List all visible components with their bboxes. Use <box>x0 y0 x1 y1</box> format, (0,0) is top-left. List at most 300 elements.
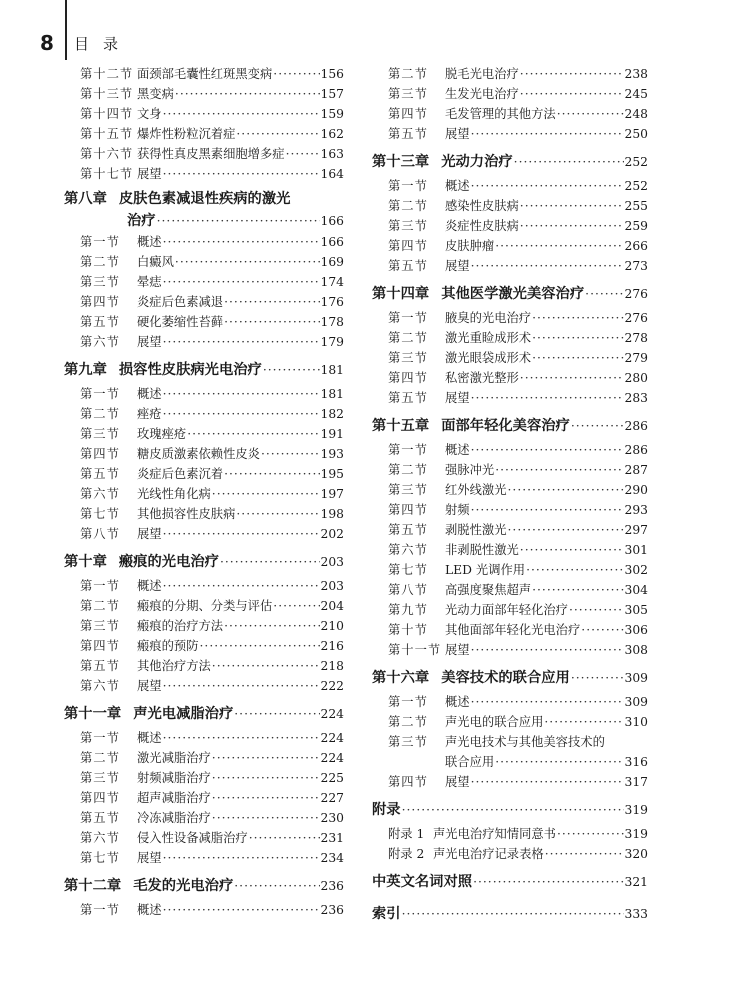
page-number: 252 <box>624 179 648 193</box>
chapter-number: 第九章 <box>64 362 107 378</box>
appendix-entry-title: 附录 <box>372 802 401 818</box>
page-number: 290 <box>624 483 648 497</box>
leader-dots <box>544 712 623 732</box>
leader-dots <box>532 580 623 600</box>
chapter-title: 损容性皮肤病光电治疗 <box>118 362 262 378</box>
section-title: 糖皮质激素依赖性皮炎 <box>137 447 260 461</box>
section-number: 第三节 <box>388 351 428 365</box>
leader-dots <box>163 164 320 184</box>
section-title: 展望 <box>445 259 470 273</box>
page-number: 278 <box>624 331 648 345</box>
toc-section-entry[interactable] <box>372 176 648 196</box>
section-number: 第四节 <box>388 775 428 789</box>
section-title: 黑变病 <box>137 87 174 101</box>
page-number: 222 <box>320 679 344 693</box>
toc-chapter-entry[interactable] <box>64 356 344 384</box>
section-number: 第七节 <box>80 507 120 521</box>
toc-section-entry[interactable] <box>64 636 344 656</box>
page-number: 245 <box>624 87 648 101</box>
toc-section-entry[interactable] <box>64 616 344 636</box>
leader-dots <box>163 404 320 424</box>
leader-dots <box>157 210 320 232</box>
page-number: 225 <box>320 771 344 785</box>
toc-section-entry[interactable] <box>372 560 648 580</box>
section-title: 展望 <box>137 527 162 541</box>
leader-dots <box>557 104 624 124</box>
toc-section-entry[interactable] <box>372 328 648 348</box>
section-number: 第五节 <box>80 811 120 825</box>
section-title: 瘢痕的分期、分类与评估 <box>137 599 273 613</box>
section-title: 超声减脂治疗 <box>137 791 211 805</box>
toc-section-entry[interactable] <box>372 348 648 368</box>
section-number: 第七节 <box>80 851 120 865</box>
section-number: 第五节 <box>388 391 428 405</box>
section-number: 第四节 <box>388 107 428 121</box>
toc-section-entry[interactable] <box>372 500 648 520</box>
toc-section-entry[interactable] <box>372 640 648 660</box>
leader-dots <box>163 272 320 292</box>
page-number: 159 <box>320 107 344 121</box>
page-number: 204 <box>320 599 344 613</box>
toc-chapter-entry[interactable] <box>372 664 648 692</box>
leader-dots <box>471 500 624 520</box>
section-title: 白癜风 <box>137 255 174 269</box>
leader-dots <box>495 236 623 256</box>
section-title: 展望 <box>445 643 470 657</box>
section-number: 第三节 <box>80 275 120 289</box>
page-number: 234 <box>320 851 344 865</box>
page-number: 198 <box>320 507 344 521</box>
page-number: 181 <box>320 387 344 401</box>
leader-dots <box>495 752 623 772</box>
appendix-item[interactable] <box>372 824 648 844</box>
section-title: 炎症性皮肤病 <box>445 219 519 233</box>
leader-dots <box>581 620 623 640</box>
page-number: 286 <box>624 443 648 457</box>
page-number: 227 <box>320 791 344 805</box>
section-title: 痤疮 <box>137 407 162 421</box>
toc-section-entry[interactable] <box>64 828 344 848</box>
leader-dots <box>163 232 320 252</box>
page-number: 302 <box>624 563 648 577</box>
toc-section-entry[interactable] <box>372 368 648 388</box>
section-title: 展望 <box>137 851 162 865</box>
section-title: 玫瑰痤疮 <box>137 427 187 441</box>
section-number: 第三节 <box>388 87 428 101</box>
section-number: 第十七节 <box>80 167 134 181</box>
toc-section-entry[interactable] <box>64 104 344 124</box>
page-number: 305 <box>624 603 648 617</box>
leader-dots <box>212 656 320 676</box>
toc-section-entry[interactable] <box>372 692 648 712</box>
leader-dots <box>471 440 624 460</box>
section-number: 第一节 <box>80 903 120 917</box>
page-number: 218 <box>320 659 344 673</box>
chapter-title-line1: 皮肤色素减退性疾病的激光 <box>118 191 291 207</box>
leader-dots <box>236 124 319 144</box>
leader-dots <box>471 692 624 712</box>
section-title: 皮肤肿瘤 <box>445 239 495 253</box>
toc-section-entry[interactable] <box>372 440 648 460</box>
leader-dots <box>569 600 624 620</box>
leader-dots <box>520 368 624 388</box>
toc-chapter-entry-cont[interactable] <box>64 210 344 232</box>
chapter-title: 声光电减脂治疗 <box>133 706 234 722</box>
toc-section-entry[interactable] <box>64 808 344 828</box>
toc-chapter-entry[interactable] <box>372 280 648 308</box>
section-number: 第六节 <box>80 831 120 845</box>
section-number: 第十一节 <box>388 643 442 657</box>
section-title: 炎症后色素减退 <box>137 295 224 309</box>
leader-dots <box>471 256 624 276</box>
toc-section-entry[interactable] <box>64 404 344 424</box>
toc-section-entry[interactable] <box>64 272 344 292</box>
section-title: 展望 <box>137 679 162 693</box>
leader-dots <box>286 144 320 164</box>
section-title: 晕痣 <box>137 275 162 289</box>
section-title: 私密激光整形 <box>445 371 519 385</box>
page-number: 316 <box>624 755 648 769</box>
leader-dots <box>532 308 623 328</box>
toc-section-entry[interactable] <box>372 460 648 480</box>
toc-section-entry[interactable] <box>372 388 648 408</box>
glossary-entry[interactable] <box>372 868 648 896</box>
header-rule <box>65 0 67 60</box>
toc-section-entry[interactable] <box>372 124 648 144</box>
section-title: 文身 <box>137 107 162 121</box>
section-number: 第五节 <box>80 659 120 673</box>
leader-dots <box>571 664 624 692</box>
section-number: 第一节 <box>388 179 428 193</box>
leader-dots <box>212 748 320 768</box>
leader-dots <box>163 676 320 696</box>
page-number: 166 <box>320 214 344 228</box>
page-number: 174 <box>320 275 344 289</box>
page-number: 319 <box>624 827 648 841</box>
toc-section-entry[interactable] <box>64 164 344 184</box>
section-title: 腋臭的光电治疗 <box>445 311 532 325</box>
chapter-number: 第十四章 <box>372 286 430 302</box>
toc-section-entry[interactable] <box>372 196 648 216</box>
leader-dots <box>163 384 320 404</box>
toc-section-entry[interactable] <box>64 576 344 596</box>
toc-section-entry[interactable] <box>372 772 648 792</box>
section-number: 第十四节 <box>80 107 134 121</box>
section-number: 第一节 <box>80 387 120 401</box>
section-number: 第五节 <box>80 315 120 329</box>
appendix-item[interactable] <box>372 844 648 864</box>
toc-section-entry[interactable] <box>372 580 648 600</box>
section-number: 第四节 <box>80 447 120 461</box>
toc-section-entry[interactable] <box>372 712 648 732</box>
page-number: 238 <box>624 67 648 81</box>
toc-section-entry[interactable] <box>64 596 344 616</box>
section-number: 第一节 <box>80 579 120 593</box>
toc-section-entry[interactable] <box>64 748 344 768</box>
page-number: 195 <box>320 467 344 481</box>
toc-section-entry[interactable] <box>64 464 344 484</box>
page-number: 276 <box>624 311 648 325</box>
section-number: 第二节 <box>388 67 428 81</box>
page-number: 319 <box>624 803 648 817</box>
toc-section-entry-cont[interactable] <box>372 752 648 772</box>
section-number: 第三节 <box>80 771 120 785</box>
section-number: 第四节 <box>388 503 428 517</box>
leader-dots <box>263 356 320 384</box>
section-title: 其他损容性皮肤病 <box>137 507 236 521</box>
toc-section-entry[interactable] <box>372 732 648 752</box>
section-title: 概述 <box>137 579 162 593</box>
leader-dots <box>532 328 623 348</box>
section-title: 激光重睑成形术 <box>445 331 532 345</box>
section-number: 第十五节 <box>80 127 134 141</box>
section-number: 第一节 <box>388 695 428 709</box>
page-number: 8 <box>40 31 54 55</box>
leader-dots <box>175 252 320 272</box>
toc-section-entry[interactable] <box>64 444 344 464</box>
section-number: 第三节 <box>80 427 120 441</box>
toc-section-entry[interactable] <box>64 848 344 868</box>
leader-dots <box>212 788 320 808</box>
section-number: 第五节 <box>388 523 428 537</box>
page-number: 255 <box>624 199 648 213</box>
toc-section-entry[interactable] <box>372 620 648 640</box>
leader-dots <box>212 808 320 828</box>
section-number: 第六节 <box>80 679 120 693</box>
section-number: 第七节 <box>388 563 428 577</box>
section-title: 概述 <box>445 179 470 193</box>
toc-section-entry[interactable] <box>64 484 344 504</box>
toc-section-entry[interactable] <box>64 124 344 144</box>
toc-section-entry[interactable] <box>64 144 344 164</box>
section-number: 第九节 <box>388 603 428 617</box>
section-title: 展望 <box>137 167 162 181</box>
section-title: 概述 <box>445 695 470 709</box>
toc-section-entry[interactable] <box>64 252 344 272</box>
page-number: 156 <box>320 67 344 81</box>
leader-dots <box>273 64 319 84</box>
section-title: 感染性皮肤病 <box>445 199 519 213</box>
toc-section-entry[interactable] <box>372 480 648 500</box>
section-title: 炎症后色素沉着 <box>137 467 224 481</box>
section-number: 第四节 <box>388 239 428 253</box>
leader-dots <box>175 84 320 104</box>
section-title: 硬化萎缩性苔藓 <box>137 315 224 329</box>
index-entry[interactable] <box>372 900 648 928</box>
leader-dots <box>212 484 320 504</box>
toc-section-entry[interactable] <box>372 236 648 256</box>
section-number: 第六节 <box>80 335 120 349</box>
section-title: 概述 <box>137 731 162 745</box>
page-number: 231 <box>320 831 344 845</box>
section-number: 第二节 <box>388 331 428 345</box>
toc-section-entry[interactable] <box>64 424 344 444</box>
leader-dots <box>473 868 623 896</box>
leader-dots <box>212 768 320 788</box>
toc-section-entry[interactable] <box>64 332 344 352</box>
toc-section-entry[interactable] <box>64 232 344 252</box>
section-title: 生发光电治疗 <box>445 87 519 101</box>
toc-chapter-entry[interactable] <box>64 188 344 210</box>
toc-section-entry[interactable] <box>372 216 648 236</box>
chapter-number: 第十三章 <box>372 154 430 170</box>
page-number: 309 <box>624 695 648 709</box>
toc-section-entry[interactable] <box>64 728 344 748</box>
section-title: 冷冻减脂治疗 <box>137 811 211 825</box>
leader-dots <box>187 424 319 444</box>
page-number: 178 <box>320 315 344 329</box>
toc-section-entry[interactable] <box>64 84 344 104</box>
toc-section-entry[interactable] <box>372 256 648 276</box>
toc-section-entry[interactable] <box>372 64 648 84</box>
section-title-line1: 声光电技术与其他美容技术的 <box>445 735 605 749</box>
chapter-number: 第十二章 <box>64 878 122 894</box>
section-title: 其他治疗方法 <box>137 659 211 673</box>
page-number: 287 <box>624 463 648 477</box>
leader-dots <box>273 596 319 616</box>
page-number: 191 <box>320 427 344 441</box>
section-title: 声光电治疗知情同意书 <box>433 827 556 841</box>
chapter-title: 光动力治疗 <box>441 154 513 170</box>
page-number: 276 <box>624 287 648 301</box>
section-number: 第十六节 <box>80 147 134 161</box>
toc-section-entry[interactable] <box>64 788 344 808</box>
leader-dots <box>526 560 623 580</box>
section-number: 第十三节 <box>80 87 134 101</box>
leader-dots <box>163 728 320 748</box>
toc-section-entry[interactable] <box>372 540 648 560</box>
section-number: 第三节 <box>80 619 120 633</box>
page-number: 224 <box>320 751 344 765</box>
toc-section-entry[interactable] <box>372 600 648 620</box>
toc-chapter-entry[interactable] <box>64 700 344 728</box>
page-number: 333 <box>624 907 648 921</box>
section-number: 第一节 <box>80 731 120 745</box>
section-title: 红外线激光 <box>445 483 507 497</box>
leader-dots <box>545 844 624 864</box>
leader-dots <box>163 848 320 868</box>
section-title: 光线性角化病 <box>137 487 211 501</box>
section-number: 第四节 <box>80 791 120 805</box>
leader-dots <box>508 480 624 500</box>
toc-section-entry[interactable] <box>64 504 344 524</box>
section-title: 非剥脱性激光 <box>445 543 519 557</box>
section-number: 第二节 <box>80 599 120 613</box>
toc-section-entry[interactable] <box>64 656 344 676</box>
appendix-number: 附录 1 <box>388 827 425 841</box>
toc-chapter-entry[interactable] <box>64 548 344 576</box>
section-title: 激光眼袋成形术 <box>445 351 532 365</box>
page-number: 236 <box>320 879 344 893</box>
toc-chapter-entry[interactable] <box>64 872 344 900</box>
page-number: 266 <box>624 239 648 253</box>
section-title: 概述 <box>137 235 162 249</box>
section-title: 毛发管理的其他方法 <box>445 107 556 121</box>
toc-section-entry[interactable] <box>372 308 648 328</box>
page-number: 166 <box>320 235 344 249</box>
section-title: 脱毛光电治疗 <box>445 67 519 81</box>
toc-section-entry[interactable] <box>64 64 344 84</box>
toc-section-entry[interactable] <box>372 104 648 124</box>
section-number: 第四节 <box>80 295 120 309</box>
toc-section-entry[interactable] <box>64 292 344 312</box>
page-number: 273 <box>624 259 648 273</box>
section-number: 第五节 <box>388 259 428 273</box>
chapter-number: 第十五章 <box>372 418 430 434</box>
page-number: 301 <box>624 543 648 557</box>
section-title: 其他面部年轻化光电治疗 <box>445 623 581 637</box>
toc-section-entry[interactable] <box>372 84 648 104</box>
toc-chapter-entry[interactable] <box>372 412 648 440</box>
toc-chapter-entry[interactable] <box>372 148 648 176</box>
section-title: 获得性真皮黑素细胞增多症 <box>137 147 285 161</box>
page-number: 163 <box>320 147 344 161</box>
chapter-title: 瘢痕的光电治疗 <box>118 554 219 570</box>
page-number: 250 <box>624 127 648 141</box>
leader-dots <box>514 148 624 176</box>
appendix-entry[interactable] <box>372 796 648 824</box>
leader-dots <box>471 772 624 792</box>
toc-section-entry[interactable] <box>64 524 344 544</box>
section-number: 第八节 <box>80 527 120 541</box>
leader-dots <box>261 444 320 464</box>
page-number: 308 <box>624 643 648 657</box>
leader-dots <box>402 900 624 928</box>
section-number: 第三节 <box>388 219 428 233</box>
section-title: 爆炸性粉粒沉着症 <box>137 127 236 141</box>
index-entry-title: 索引 <box>372 906 401 922</box>
leader-dots <box>224 312 319 332</box>
section-title: 激光减脂治疗 <box>137 751 211 765</box>
page-number: 230 <box>320 811 344 825</box>
page-number: 202 <box>320 527 344 541</box>
toc-section-entry[interactable] <box>64 900 344 920</box>
leader-dots <box>585 280 623 308</box>
page-number: 248 <box>624 107 648 121</box>
page-number: 179 <box>320 335 344 349</box>
leader-dots <box>200 636 320 656</box>
chapter-number: 第十六章 <box>372 670 430 686</box>
page-number: 310 <box>624 715 648 729</box>
toc-section-entry[interactable] <box>64 676 344 696</box>
toc-section-entry[interactable] <box>64 384 344 404</box>
toc-section-entry[interactable] <box>372 520 648 540</box>
page-number: 252 <box>624 155 648 169</box>
page-number: 320 <box>624 847 648 861</box>
page-number: 286 <box>624 419 648 433</box>
section-number: 第一节 <box>388 443 428 457</box>
leader-dots <box>471 388 624 408</box>
leader-dots <box>163 900 320 920</box>
toc-section-entry[interactable] <box>64 312 344 332</box>
page-number: 157 <box>320 87 344 101</box>
section-title: 展望 <box>445 775 470 789</box>
leader-dots <box>163 576 320 596</box>
page-number: 197 <box>320 487 344 501</box>
section-title: 展望 <box>445 127 470 141</box>
leader-dots <box>163 332 320 352</box>
appendix-number: 附录 2 <box>388 847 425 861</box>
page-number: 164 <box>320 167 344 181</box>
page-number: 259 <box>624 219 648 233</box>
page-number: 309 <box>624 671 648 685</box>
section-number: 第六节 <box>388 543 428 557</box>
section-title: 展望 <box>445 391 470 405</box>
toc-right-column <box>372 64 648 928</box>
toc-section-entry[interactable] <box>64 768 344 788</box>
section-title-line2: 联合应用 <box>445 755 495 769</box>
section-number: 第二节 <box>388 463 428 477</box>
